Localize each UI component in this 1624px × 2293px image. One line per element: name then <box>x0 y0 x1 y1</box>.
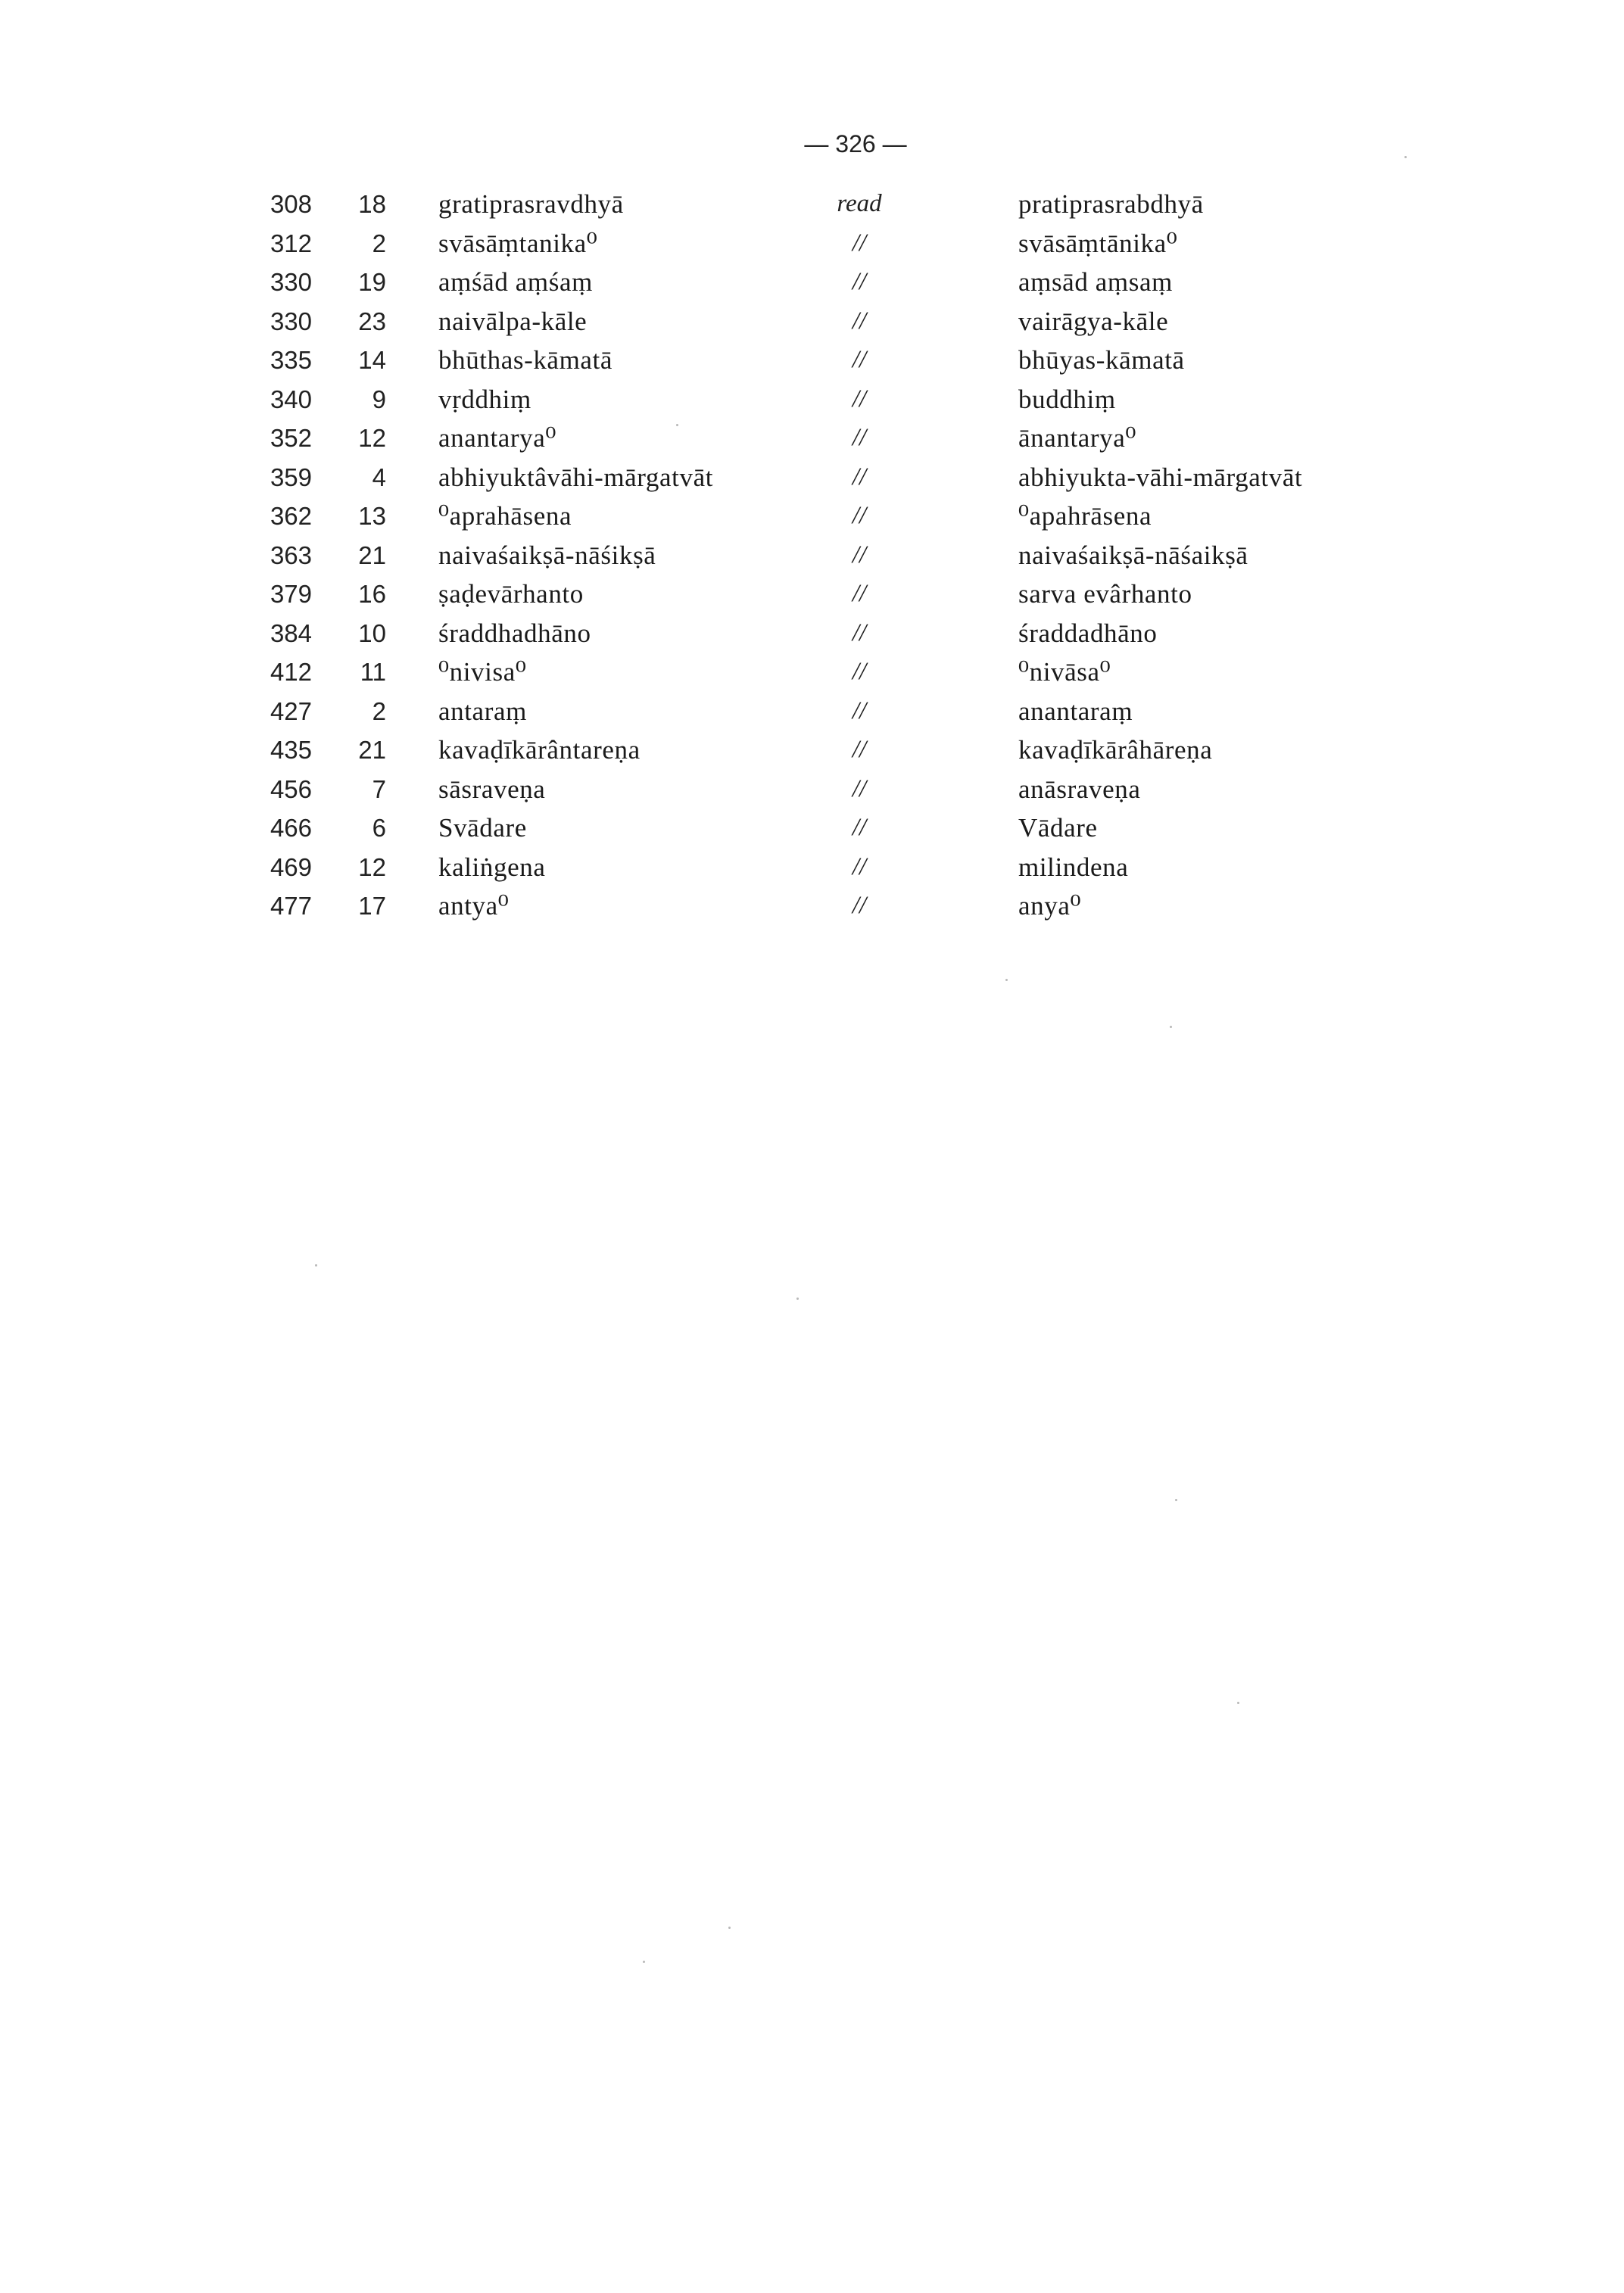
read-mark: // <box>852 892 867 919</box>
errata-row <box>0 458 1624 497</box>
corrected-text: abhiyukta-vāhi-mārgatvāt <box>1018 462 1303 492</box>
erroneous-text: ⁰nivisa⁰ <box>438 657 527 687</box>
read-mark: // <box>852 580 867 607</box>
errata-row <box>0 185 1624 224</box>
page-ref: 363 <box>270 541 312 569</box>
page-ref: 312 <box>270 229 312 257</box>
errata-row <box>0 886 1624 926</box>
erroneous-text: śraddhadhāno <box>438 618 591 648</box>
erroneous-text: aṃśād aṃśaṃ <box>438 267 593 297</box>
read-mark: // <box>852 658 867 685</box>
line-ref: 14 <box>358 346 386 374</box>
page-ref: 456 <box>270 774 312 803</box>
erroneous-text: naivālpa-kāle <box>438 306 588 336</box>
page-ref: 379 <box>270 580 312 608</box>
errata-row <box>0 770 1624 809</box>
erroneous-text: antya⁰ <box>438 891 510 921</box>
read-mark: // <box>852 541 867 569</box>
corrected-text: svāsāṃtānika⁰ <box>1018 228 1178 258</box>
corrected-text: sarva evârhanto <box>1018 579 1192 609</box>
errata-row <box>0 263 1624 302</box>
page-ref: 308 <box>270 190 312 218</box>
errata-table <box>0 185 1624 926</box>
corrected-text: kavaḍīkārâhāreṇa <box>1018 735 1213 765</box>
corrected-text: ⁰apahrāsena <box>1018 501 1152 531</box>
line-ref: 21 <box>358 736 386 764</box>
errata-row <box>0 380 1624 419</box>
erroneous-text: ⁰aprahāsena <box>438 501 572 531</box>
errata-row <box>0 575 1624 614</box>
errata-row <box>0 224 1624 263</box>
corrected-text: Vādare <box>1018 813 1098 843</box>
read-mark: // <box>852 618 867 646</box>
line-ref: 11 <box>360 658 386 686</box>
line-ref: 10 <box>358 618 386 647</box>
page-number: — 326 — <box>804 130 907 157</box>
page-ref: 359 <box>270 463 312 491</box>
corrected-text: ānantarya⁰ <box>1018 423 1137 453</box>
corrected-text: naivaśaikṣā-nāśaikṣā <box>1018 540 1248 570</box>
line-ref: 16 <box>358 580 386 608</box>
erroneous-text: anantarya⁰ <box>438 423 557 453</box>
corrected-text: ⁰nivāsa⁰ <box>1018 657 1111 687</box>
page-ref: 384 <box>270 618 312 647</box>
line-ref: 13 <box>358 502 386 530</box>
corrected-text: buddhiṃ <box>1018 384 1116 414</box>
page-ref: 352 <box>270 424 312 452</box>
corrected-text: anāsraveṇa <box>1018 774 1141 804</box>
errata-row <box>0 341 1624 380</box>
errata-row <box>0 536 1624 575</box>
read-mark: // <box>852 736 867 763</box>
corrected-text: śraddadhāno <box>1018 618 1158 648</box>
read-mark: // <box>852 774 867 802</box>
line-ref: 21 <box>358 541 386 569</box>
line-ref: 6 <box>372 814 386 842</box>
read-mark: // <box>852 307 867 335</box>
corrected-text: bhūyas-kāmatā <box>1018 345 1185 375</box>
page-ref: 412 <box>270 658 312 686</box>
read-mark: // <box>852 696 867 724</box>
errata-row <box>0 653 1624 692</box>
line-ref: 9 <box>372 385 386 413</box>
read-mark: // <box>852 385 867 413</box>
erroneous-text: sāsraveṇa <box>438 774 546 804</box>
page-ref: 469 <box>270 852 312 881</box>
line-ref: 17 <box>358 892 386 920</box>
page-ref: 362 <box>270 502 312 530</box>
line-ref: 2 <box>372 696 386 725</box>
corrected-text: milindena <box>1018 852 1129 882</box>
read-mark: // <box>852 852 867 880</box>
page-ref: 330 <box>270 268 312 296</box>
errata-row <box>0 497 1624 536</box>
erroneous-text: ṣaḍevārhanto <box>438 579 584 609</box>
line-ref: 2 <box>372 229 386 257</box>
read-mark: // <box>852 502 867 529</box>
read-mark: // <box>852 424 867 451</box>
page-ref: 435 <box>270 736 312 764</box>
corrected-text: anantaraṃ <box>1018 696 1133 726</box>
erroneous-text: bhūthas-kāmatā <box>438 345 613 375</box>
erroneous-text: vṛddhiṃ <box>438 384 531 414</box>
erroneous-text: svāsāṃtanika⁰ <box>438 228 598 258</box>
errata-row <box>0 731 1624 770</box>
page-ref: 340 <box>270 385 312 413</box>
line-ref: 12 <box>358 424 386 452</box>
erroneous-text: naivaśaikṣā-nāśikṣā <box>438 540 656 570</box>
erroneous-text: gratiprasravdhyā <box>438 189 624 219</box>
line-ref: 19 <box>358 268 386 296</box>
read-mark: // <box>852 814 867 841</box>
errata-row <box>0 692 1624 731</box>
errata-row <box>0 614 1624 653</box>
errata-row <box>0 808 1624 848</box>
errata-row <box>0 302 1624 341</box>
read-mark: // <box>852 229 867 257</box>
line-ref: 18 <box>358 190 386 218</box>
erroneous-text: Svādare <box>438 813 527 843</box>
line-ref: 23 <box>358 307 386 335</box>
page-ref: 477 <box>270 892 312 920</box>
erroneous-text: kaliṅgena <box>438 852 546 882</box>
erroneous-text: antaraṃ <box>438 696 527 726</box>
erroneous-text: abhiyuktâvāhi-mārgatvāt <box>438 462 714 492</box>
line-ref: 4 <box>372 463 386 491</box>
read-mark: // <box>852 346 867 373</box>
line-ref: 12 <box>358 852 386 881</box>
page-ref: 330 <box>270 307 312 335</box>
erroneous-text: kavaḍīkārântareṇa <box>438 735 641 765</box>
page-ref: 427 <box>270 696 312 725</box>
read-mark: // <box>852 268 867 295</box>
read-mark: read <box>837 190 882 217</box>
corrected-text: aṃsād aṃsaṃ <box>1018 267 1173 297</box>
corrected-text: vairāgya-kāle <box>1018 306 1169 336</box>
page-ref: 466 <box>270 814 312 842</box>
errata-row <box>0 848 1624 887</box>
read-mark: // <box>852 463 867 491</box>
line-ref: 7 <box>372 774 386 803</box>
errata-row <box>0 419 1624 458</box>
corrected-text: pratiprasrabdhyā <box>1018 189 1204 219</box>
corrected-text: anya⁰ <box>1018 891 1082 921</box>
page-ref: 335 <box>270 346 312 374</box>
